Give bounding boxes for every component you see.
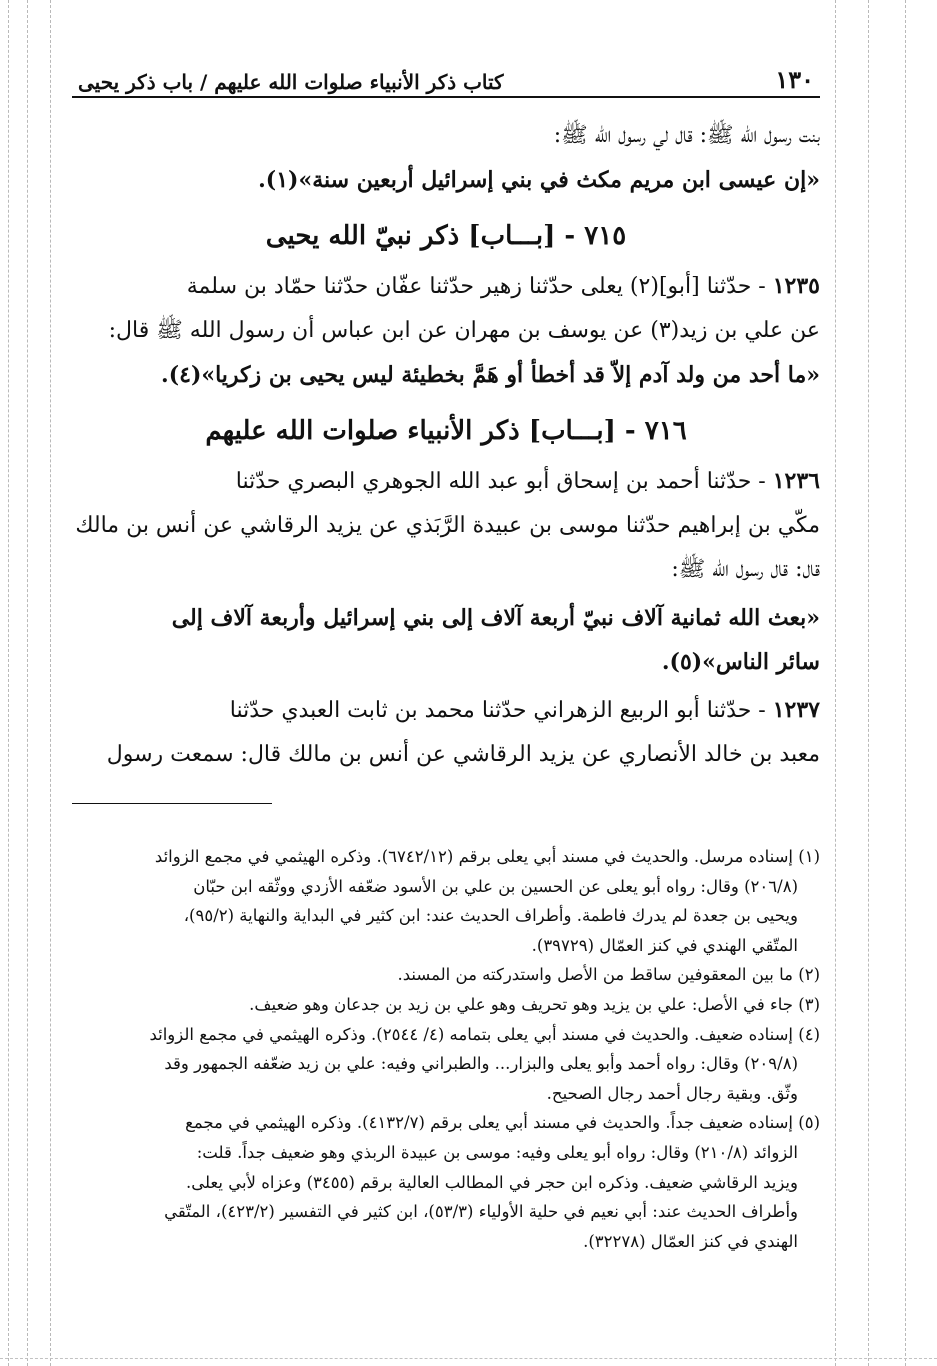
footnote-2: (٢) ما بين المعقوفين ساقط من الأصل واستدركته من المسند.: [397, 965, 820, 985]
text-line: - حدّثنا أحمد بن إسحاق أبو عبد الله الجوهري البصري حدّثنا: [235, 469, 773, 494]
guide-line: [868, 0, 869, 1366]
hadith-number: ١٢٣٦: [772, 468, 820, 494]
text-line: قال: قال رسول الله ﷺ:: [671, 557, 820, 582]
footnote-line: ويحيى بن جعدة لم يدرك فاطمة. وأطراف الحديث عند: ابن كثير في البداية والنهاية (٩٥/٢)،: [183, 906, 798, 926]
footnotes: [72, 842, 820, 1256]
guide-line: [905, 0, 906, 1366]
hadith-quote: سائر الناس»(٥).: [661, 649, 820, 675]
running-header: [72, 56, 820, 98]
text-line: معبد بن خالد الأنصاري عن يزيد الرقاشي عن أنس بن مالك قال: سمعت رسول: [106, 742, 820, 767]
hadith-quote: «إن عيسى ابن مريم مكث في بني إسرائيل أربعين سنة»(١).: [258, 167, 820, 193]
footnote-4: (٤) إسناده ضعيف. والحديث في مسند أبي يعلى بتمامه (٤/ ٢٥٤٤). وذكره الهيثمي في مجمع الزوائد: [149, 1024, 820, 1044]
hadith-1237: [72, 688, 820, 733]
footnote-line: وثّق. وبقية رجال أحمد رجال الصحيح.: [546, 1083, 798, 1103]
text-line: - حدّثنا أبو الربيع الزهراني حدّثنا محمد بن ثابت العبدي حدّثنا: [229, 698, 773, 723]
footnote-line: الزوائد (٢١٠/٨) وقال: رواه أبو يعلى وفيه: موسى بن عبيدة الربذي وهو ضعيف جداً. قلت:: [196, 1142, 798, 1162]
footnote-line: الهندي في كنز العمّال (٣٢٢٧٨).: [583, 1231, 798, 1251]
main-text: [72, 114, 820, 777]
footnote-line: وأطراف الحديث عند: أبي نعيم في حلية الأولياء (٥٣/٣)، ابن كثير في التفسير (٤٢٣/٢)، المتّقي: [164, 1202, 798, 1222]
hadith-number: ١٢٣٧: [772, 697, 820, 723]
hadith-1236: [72, 459, 820, 504]
running-title: كتاب ذكر الأنبياء صلوات الله عليهم / باب ذكر يحيى: [78, 70, 504, 94]
text-line: مكّي بن إبراهيم حدّثنا موسى بن عبيدة الرَّبَذي عن يزيد الرقاشي عن أنس بن مالك: [75, 513, 820, 538]
footnote-1: (١) إسناده مرسل. والحديث في مسند أبي يعلى برقم (٦٧٤٢/١٢). وذكره الهيثمي في مجمع الزوائد: [154, 847, 820, 866]
footnote-line: (٢٠٩/٨) وقال: رواه أحمد وأبو يعلى والبزار... والطبراني وفيه: علي بن زيد ضعّفه الجمهور وقد: [164, 1054, 798, 1074]
guide-line: [0, 1358, 937, 1359]
chapter-heading-715: ٧١٥ - [بـــاب] ذكر نبيّ الله يحيى: [265, 221, 627, 251]
guide-line: [8, 0, 9, 1366]
hadith-number: ١٢٣٥: [772, 273, 820, 299]
guide-line: [835, 0, 836, 1366]
text-line: - حدّثنا [أبو](٢) يعلى حدّثنا زهير حدّثنا عفّان حدّثنا حمّاد بن سلمة: [186, 274, 773, 299]
footnote-line: (٢٠٦/٨) وقال: رواه أبو يعلى عن الحسين بن علي بن الأسود ضعّفه الأزدي ووثّقه ابن حبّان: [193, 876, 798, 896]
footnote-5: (٥) إسناده ضعيف جداً. والحديث في مسند أبي يعلى برقم (٤١٣٢/٧). وذكره الهيثمي في مجمع: [185, 1113, 820, 1133]
text-line: عن علي بن زيد(٣) عن يوسف بن مهران عن ابن عباس أن رسول الله ﷺ قال:: [108, 318, 820, 343]
guide-line: [27, 0, 28, 1366]
hadith-quote: «ما أحد من ولد آدم إلاّ قد أخطأ أو هَمَّ بخطيئة ليس يحيى بن زكريا»(٤).: [161, 362, 820, 388]
chapter-heading-716: ٧١٦ - [بـــاب] ذكر الأنبياء صلوات الله عليهم: [205, 416, 687, 446]
footnote-separator: [72, 803, 272, 804]
hadith-1235: [72, 264, 820, 309]
page-number: ١٣٠: [775, 65, 814, 94]
footnote-line: المتّقي الهندي في كنز العمّال (٣٩٧٢٩).: [531, 935, 798, 955]
footnote-line: ويزيد الرقاشي ضعيف. وذكره ابن حجر في المطالب العالية برقم (٣٤٥٥) وعزاه لأبي يعلى.: [185, 1172, 798, 1192]
footnote-3: (٣) جاء في الأصل: علي بن يزيد وهو تحريف وهو علي بن زيد بن جدعان وهو ضعيف.: [249, 994, 820, 1014]
book-page: [72, 56, 820, 1256]
hadith-quote: «بعث الله ثمانية آلاف نبيّ أربعة آلاف إلى بني إسرائيل وأربعة آلاف إلى: [171, 605, 820, 631]
guide-line: [50, 0, 51, 1366]
text-line: بنت رسول الله ﷺ: قال لي رسول الله ﷺ:: [553, 123, 820, 148]
